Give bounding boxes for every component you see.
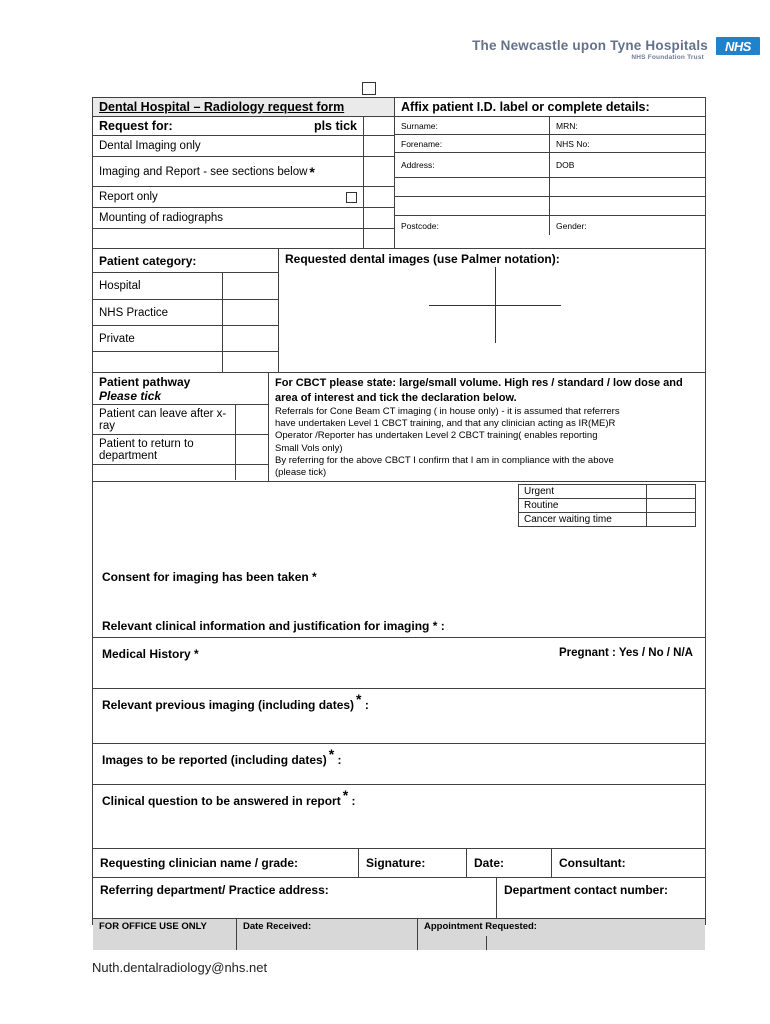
request-for-header [93, 117, 364, 136]
patient-field-row [395, 117, 705, 135]
requested-images-label: Requested dental images (use Palmer notation): [285, 252, 560, 266]
request-spacer-cell [93, 229, 364, 248]
form-title-row [93, 98, 394, 117]
patient-category-section [93, 248, 705, 372]
office-use-title: FOR OFFICE USE ONLY [93, 919, 237, 936]
requesting-clinician-field[interactable]: Requesting clinician name / grade: [93, 849, 359, 877]
clinical-question-block[interactable] [93, 784, 705, 848]
date-field[interactable]: Date: [467, 849, 552, 877]
tick-category-nhs-practice[interactable] [223, 300, 278, 326]
trust-subtitle: NHS Foundation Trust [631, 54, 704, 61]
field-blank-right-2[interactable] [550, 197, 705, 216]
department-contact-field[interactable]: Department contact number: [504, 882, 669, 897]
urgency-cancer-waiting-label: Cancer waiting time [519, 513, 647, 526]
tick-imaging-and-report[interactable] [364, 157, 394, 187]
tick-category-hospital[interactable] [223, 273, 278, 300]
category-private: Private [93, 326, 223, 352]
top-floating-checkbox[interactable] [362, 82, 376, 95]
urgency-section [93, 481, 705, 534]
pathway-return-to-department: Patient to return to department [93, 435, 236, 465]
urgency-row [519, 513, 695, 526]
requested-images-block [279, 249, 705, 372]
previous-imaging-text: Relevant previous imaging (including dates) [102, 697, 355, 712]
required-asterisk: * [328, 745, 335, 762]
required-asterisk: * [342, 786, 349, 803]
nhs-branding-header [472, 38, 760, 68]
top-section [93, 98, 705, 248]
urgency-table [518, 484, 696, 527]
patient-pathway-block [93, 373, 269, 481]
field-address-line2[interactable] [395, 178, 550, 197]
office-use-blank-1 [93, 936, 237, 950]
category-spacer-cell [93, 352, 223, 372]
cbct-body-line: Operator /Reporter has undertaken Level 2 CBCT training( enables reporting [275, 430, 598, 442]
field-address[interactable]: Address: [395, 153, 550, 178]
option-mounting-radiographs: Mounting of radiographs [93, 208, 364, 229]
field-blank-right-1[interactable] [550, 178, 705, 197]
radiology-request-form [92, 97, 706, 932]
patient-id-header: Affix patient I.D. label or complete details: [395, 98, 705, 117]
request-spacer-row [93, 229, 394, 248]
department-row [93, 877, 705, 918]
patient-id-block [395, 98, 705, 248]
field-mrn[interactable]: MRN: [550, 117, 705, 135]
date-received-value[interactable] [237, 936, 418, 950]
form-title: Dental Hospital – Radiology request form [93, 98, 394, 117]
previous-imaging-block[interactable] [93, 688, 705, 743]
request-option-row [93, 157, 394, 187]
office-use-header-row [93, 919, 705, 936]
cbct-body-line: have undertaken Level 1 CBCT training, and that any clinician acting as IR(ME)R [275, 418, 616, 430]
consultant-field[interactable]: Consultant: [559, 855, 626, 870]
option-report-only-label: Report only [99, 191, 158, 203]
report-only-checkbox[interactable] [346, 192, 357, 203]
patient-category-row [93, 326, 278, 352]
tick-report-only[interactable] [364, 187, 394, 208]
office-use-block [93, 918, 705, 950]
clinical-question-label: Clinical question to be answered in report * : [102, 786, 356, 808]
pathway-header-row [93, 373, 268, 405]
office-use-value-row [93, 936, 705, 950]
patient-category-label: Patient category: [93, 249, 278, 273]
category-hospital: Hospital [93, 273, 223, 300]
pathway-sublabel: Please tick [99, 389, 162, 403]
trust-name: The Newcastle upon Tyne Hospitals [472, 38, 708, 53]
pathway-spacer-row [93, 465, 268, 480]
field-postcode[interactable]: Postcode: [395, 216, 550, 235]
pathway-leave-after-xray: Patient can leave after x-ray [93, 405, 236, 435]
required-asterisk: * [356, 690, 362, 707]
cbct-block [269, 373, 705, 481]
previous-imaging-label: Relevant previous imaging (including dates) * : [102, 690, 369, 712]
request-option-row [93, 187, 394, 208]
signature-row [93, 848, 705, 877]
cbct-body-line: (please tick) [275, 466, 327, 478]
consent-label: Consent for imaging has been taken * [102, 569, 317, 584]
tick-mounting-radiographs[interactable] [364, 208, 394, 229]
category-spacer-tick [223, 352, 278, 372]
request-for-header-row [93, 117, 394, 136]
tick-urgency-cancer-waiting[interactable] [647, 513, 695, 526]
appointment-requested-field[interactable]: Appointment Requested: [424, 920, 537, 932]
clinical-question-text: Clinical question to be answered in report [102, 793, 341, 808]
images-to-report-block[interactable] [93, 743, 705, 784]
pathway-header [93, 373, 268, 405]
tick-urgency-routine[interactable] [647, 499, 695, 512]
nhs-logo-icon [716, 37, 760, 55]
pathway-spacer-tick [236, 465, 268, 480]
field-forename[interactable]: Forename: [395, 135, 550, 153]
urgency-row [519, 498, 695, 513]
patient-field-row [395, 197, 705, 216]
appointment-value-1[interactable] [418, 936, 487, 950]
request-for-tick-header [364, 117, 394, 136]
patient-id-header-row [395, 98, 705, 117]
patient-category-row [93, 300, 278, 326]
date-received-field[interactable]: Date Received: [237, 919, 418, 936]
pregnant-label: Pregnant : Yes / No / N/A [559, 646, 693, 659]
field-address-line3[interactable] [395, 197, 550, 216]
patient-field-row [395, 135, 705, 153]
tick-dental-imaging-only[interactable] [364, 136, 394, 157]
pls-tick-label: pls tick [313, 119, 358, 133]
pathway-option-row [93, 405, 268, 435]
request-option-row [93, 208, 394, 229]
cbct-body-line: Small Vols only) [275, 442, 343, 454]
medical-history-block[interactable] [93, 637, 705, 688]
cbct-body-line: Referrals for Cone Beam CT imaging ( in house only) - it is assumed that referrers [275, 406, 620, 418]
signature-field[interactable]: Signature: [359, 849, 467, 877]
patient-field-row [395, 178, 705, 197]
pathway-option-row [93, 435, 268, 465]
request-option-row [93, 136, 394, 157]
patient-field-row [395, 216, 705, 235]
referring-department-field[interactable]: Referring department/ Practice address: [93, 878, 497, 918]
request-spacer-tick [364, 229, 394, 248]
medical-history-label: Medical History * [102, 646, 199, 661]
urgency-row [519, 485, 695, 498]
field-nhs-no[interactable]: NHS No: [550, 135, 705, 153]
urgency-routine-label: Routine [519, 499, 647, 512]
palmer-horizontal-line [429, 305, 561, 306]
request-for-block [93, 98, 395, 248]
cbct-body [275, 406, 699, 479]
tick-pathway-leave-after-xray[interactable] [236, 405, 268, 435]
pathway-spacer-cell [93, 465, 236, 480]
option-imaging-and-report-label: Imaging and Report - see sections below [99, 165, 308, 178]
field-dob[interactable]: DOB [550, 153, 705, 178]
patient-field-row [395, 153, 705, 178]
tick-pathway-return-to-department[interactable] [236, 435, 268, 465]
clinical-info-label: Relevant clinical information and justification for imaging * : [102, 618, 445, 633]
category-nhs-practice: NHS Practice [93, 300, 223, 326]
pathway-label: Patient pathway [99, 375, 191, 389]
patient-category-header-row [93, 249, 278, 273]
field-gender[interactable]: Gender: [556, 220, 587, 231]
tick-urgency-urgent[interactable] [647, 485, 695, 498]
contact-email[interactable]: Nuth.dentalradiology@nhs.net [92, 960, 268, 975]
consent-and-clinical-block[interactable] [93, 534, 705, 637]
patient-category-block [93, 249, 279, 372]
palmer-notation-cross-icon[interactable] [429, 267, 561, 343]
option-report-only [93, 187, 364, 208]
patient-category-row [93, 273, 278, 300]
images-to-report-text: Images to be reported (including dates) [102, 752, 327, 767]
nhs-logo-text: NHS [725, 38, 751, 54]
appointment-value-2[interactable] [487, 936, 705, 950]
cbct-body-line: By referring for the above CBCT I confirm that I am in compliance with the above [275, 454, 614, 466]
urgency-urgent-label: Urgent [519, 485, 647, 498]
option-dental-imaging-only: Dental Imaging only [93, 136, 364, 157]
cbct-heading: For CBCT please state: large/small volume. High res / standard / low dose and area of interest and tick the declaration below. [275, 377, 683, 404]
field-surname[interactable]: Surname: [395, 117, 550, 135]
option-imaging-and-report: Imaging and Report - see sections below * [93, 157, 364, 187]
patient-pathway-section [93, 372, 705, 481]
patient-category-spacer-row [93, 352, 278, 372]
request-for-label: Request for: [99, 119, 173, 133]
tick-category-private[interactable] [223, 326, 278, 352]
images-to-report-label: Images to be reported (including dates) * : [102, 745, 342, 767]
